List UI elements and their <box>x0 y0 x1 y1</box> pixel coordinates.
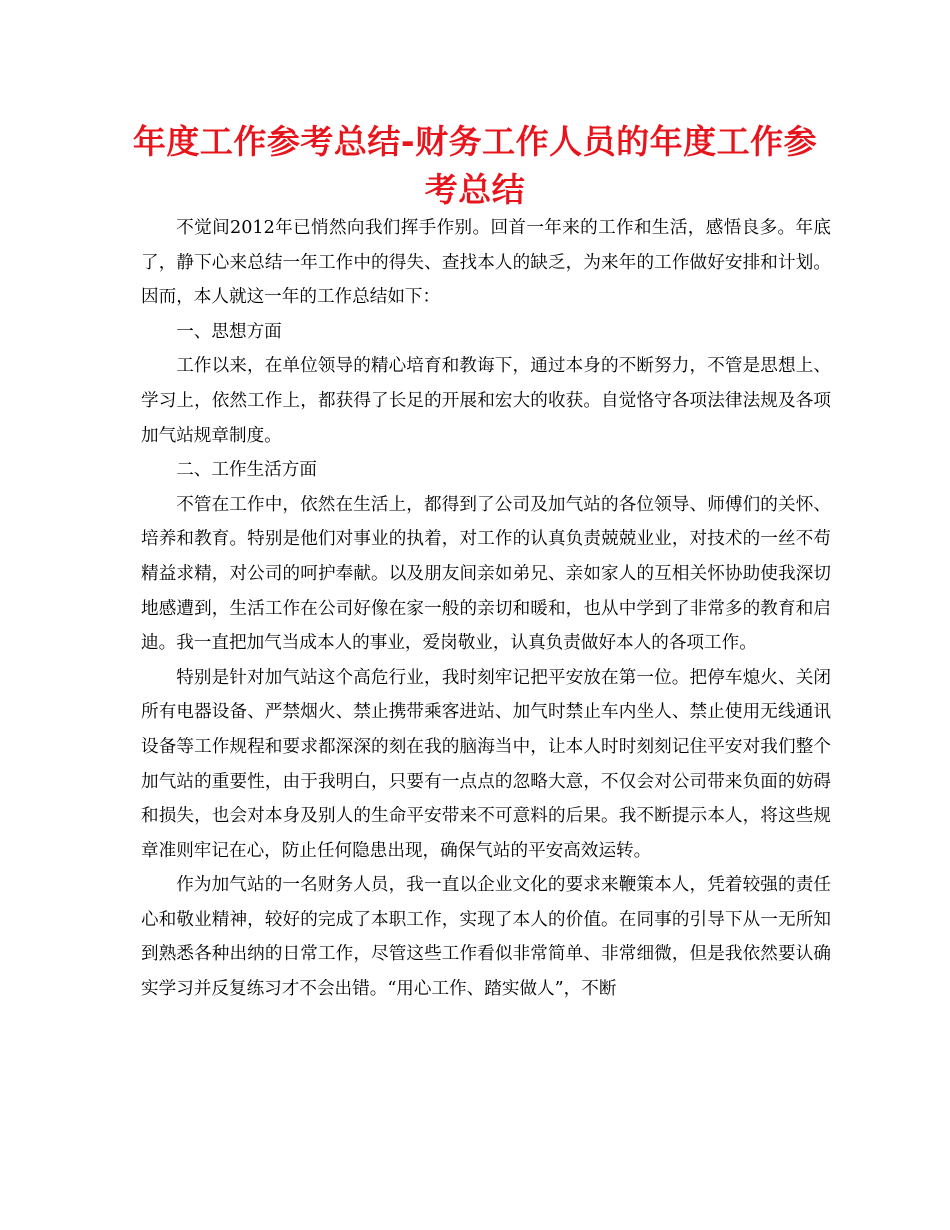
paragraph-thought: 工作以来，在单位领导的精心培育和教诲下，通过本身的不断努力，不管是思想上、学习上，依然工作上，都获得了长足的开展和宏大的收获。自觉恪守各项法律法规及各项加气站规章制度。 <box>141 356 831 446</box>
document-title: 年度工作参考总结-财务工作人员的年度工作参考总结 <box>132 122 818 209</box>
section-heading-thought: 一、思想方面 <box>176 321 282 342</box>
paragraph-intro: 不觉间2012年已悄然向我们挥手作别。回首一年来的工作和生活，感悟良多。年底了，静下心来总结一年工作中的得失、查找本人的缺乏，为来年的工作做好安排和计划。因而，本人就这一年的工作总结如下： <box>141 218 831 308</box>
document-body <box>141 211 831 1007</box>
paragraph-work-life: 不管在工作中，依然在生活上，都得到了公司及加气站的各位领导、师傅们的关怀、培养和教育。特别是他们对事业的执着，对工作的认真负责兢兢业业，对技术的一丝不苟精益求精，对公司的呵护奉献。以及朋友间亲如弟兄、亲如家人的互相关怀协助使我深切地感遭到，生活工作在公司好像在家一般的亲切和暖和，也从中学到了非常多的教育和启迪。我一直把加气当成本人的事业，爱岗敬业，认真负责做好本人的各项工作。 <box>141 494 831 654</box>
paragraph-finance: 作为加气站的一名财务人员，我一直以企业文化的要求来鞭策本人，凭着较强的责任心和敬业精神，较好的完成了本职工作，实现了本人的价值。在同事的引导下从一无所知到熟悉各种出纳的日常工作，尽管这些工作看似非常简单、非常细微，但是我依然要认确实学习并反复练习才不会出错。“用心工作、踏实做人”，不断 <box>141 875 831 1000</box>
paragraph-safety: 特别是针对加气站这个高危行业，我时刻牢记把平安放在第一位。把停车熄火、关闭所有电器设备、严禁烟火、禁止携带乘客进站、加气时禁止车内坐人、禁止使用无线通讯设备等工作规程和要求都深深的刻在我的脑海当中，让本人时时刻刻记住平安对我们整个加气站的重要性，由于我明白，只要有一点点的忽略大意，不仅会对公司带来负面的妨碍和损失，也会对本身及别人的生命平安带来不可意料的后果。我不断提示本人，将这些规章准则牢记在心，防止任何隐患出现，确保气站的平安高效运转。 <box>141 667 831 861</box>
section-heading-work-life: 二、工作生活方面 <box>176 460 317 481</box>
